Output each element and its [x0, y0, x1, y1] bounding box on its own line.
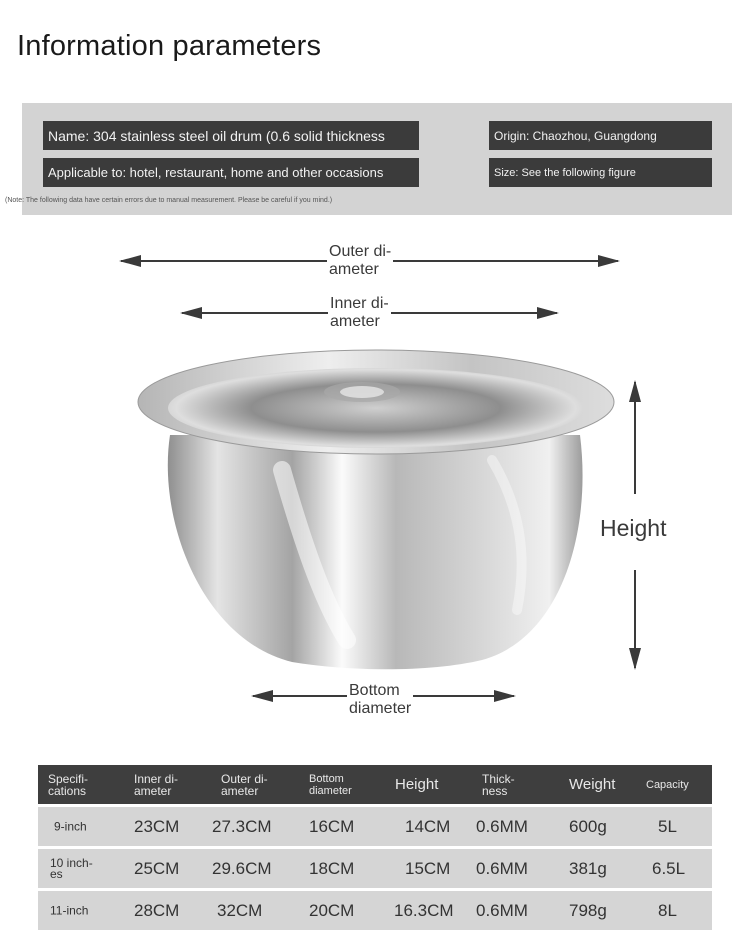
table-cell: 20CM — [309, 900, 355, 920]
name-box: Name: 304 stainless steel oil drum (0.6 solid thickness — [43, 121, 419, 150]
table-cell: 0.6MM — [476, 858, 528, 878]
origin-box: Origin: Chaozhou, Guangdong — [489, 121, 712, 150]
header-specifications: Specifi- cations — [48, 771, 89, 798]
size-box: Size: See the following figure — [489, 158, 712, 187]
table-row — [38, 849, 712, 888]
table-cell: 18CM — [309, 858, 355, 878]
header-bottom-diameter: Bottom diameter — [309, 772, 352, 797]
spec-table — [38, 765, 712, 930]
table-cell: 16CM — [309, 816, 355, 836]
table-cell: 32CM — [217, 900, 263, 920]
table-cell-spec: 11-inch — [50, 903, 89, 917]
outer-diameter-label: Outer di- ameter — [329, 243, 392, 278]
table-cell: 27.3CM — [212, 816, 272, 836]
table-cell: 15CM — [405, 858, 451, 878]
table-cell: 0.6MM — [476, 900, 528, 920]
table-cell: 14CM — [405, 816, 451, 836]
bowl-image — [132, 340, 622, 675]
table-cell: 29.6CM — [212, 858, 272, 878]
height-label: Height — [600, 515, 667, 541]
table-cell: 0.6MM — [476, 816, 528, 836]
measurement-note: (Note: The following data have certain errors due to manual measurement. Please be careful if you mind.) — [5, 197, 333, 204]
table-row — [38, 807, 712, 846]
header-weight: Weight — [569, 775, 616, 793]
table-header — [38, 765, 712, 804]
table-cell: 798g — [569, 900, 607, 920]
header-inner-diameter: Inner di- ameter — [134, 771, 179, 798]
table-cell: 23CM — [134, 816, 180, 836]
table-cell-spec: 9-inch — [54, 819, 87, 833]
inner-diameter-label: Inner di- ameter — [330, 295, 389, 330]
header-height: Height — [395, 775, 439, 793]
table-cell: 6.5L — [652, 858, 686, 878]
table-cell: 600g — [569, 816, 607, 836]
height-arrow-top — [634, 382, 636, 494]
table-cell: 5L — [658, 816, 677, 836]
header-outer-diameter: Outer di- ameter — [221, 771, 268, 798]
table-cell: 28CM — [134, 900, 180, 920]
header-capacity: Capacity — [646, 778, 689, 791]
applicable-box: Applicable to: hotel, restaurant, home and other occasions — [43, 158, 419, 187]
table-cell: 16.3CM — [394, 900, 454, 920]
bottom-diameter-label: Bottom diameter — [349, 682, 412, 717]
page-title: Information parameters — [17, 30, 322, 62]
table-cell: 381g — [569, 858, 607, 878]
table-cell: 8L — [658, 900, 677, 920]
header-thickness: Thick- ness — [482, 771, 515, 798]
table-row — [38, 891, 712, 930]
height-arrow-bottom — [634, 570, 636, 668]
table-cell-spec: 10 inch- es — [50, 855, 93, 881]
table-cell: 25CM — [134, 858, 180, 878]
